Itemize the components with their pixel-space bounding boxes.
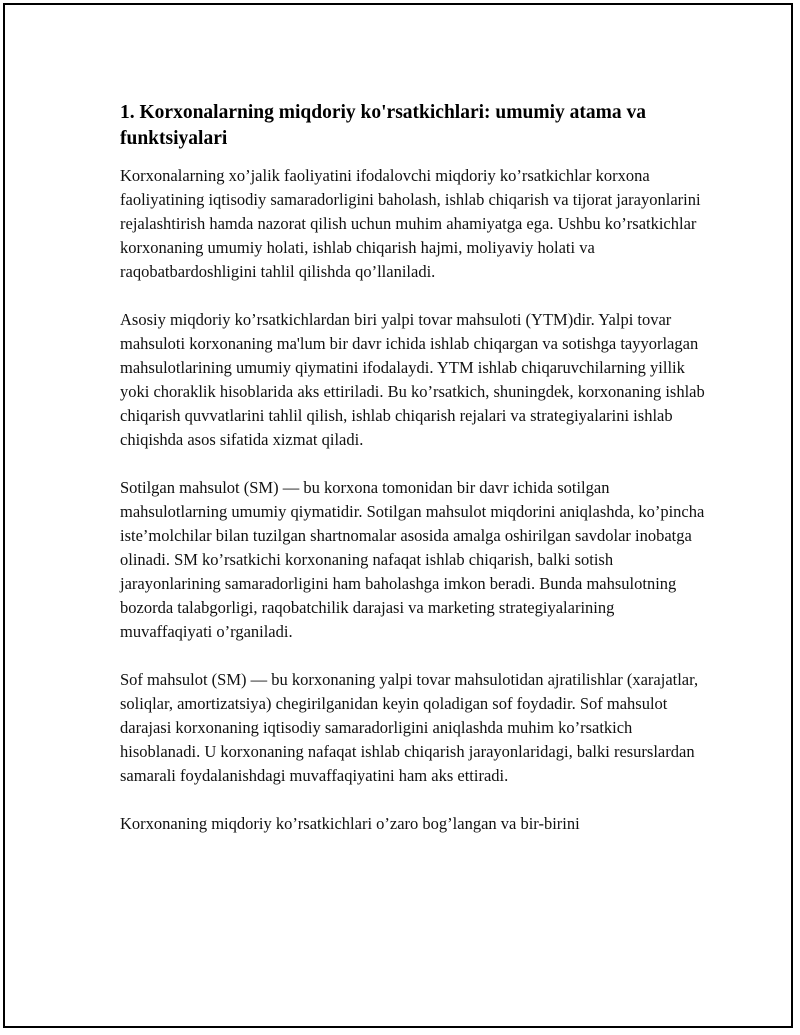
paragraph-conclusion: Korxonaning miqdoriy ko’rsatkichlari o’zaro bog’langan va bir-birini [120, 814, 580, 833]
paragraph-intro: Korxonalarning xo’jalik faoliyatini ifodalovchi miqdoriy ko’rsatkichlar korxona faoliyatining iqtisodiy samaradorligini baholash, ishlab chiqarish va tijorat jarayonlarini rejalashtirish hamda nazorat qilish uchun muhim ahamiyatga ega. Ushbu ko’rsatkichlar korxonaning umumiy holati, ishlab chiqarish hajmi, moliyaviy holati va raqobatbardoshligini tahlil qilishda qo’llaniladi. [120, 166, 701, 281]
document-page [3, 3, 793, 1028]
document-content [120, 100, 710, 860]
paragraph-sotilgan-mahsulot: Sotilgan mahsulot (SM) — bu korxona tomonidan bir davr ichida sotilgan mahsulotlarning umumiy qiymatidir. Sotilgan mahsulot miqdorini aniqlashda, ko’pincha iste’molchilar bilan tuzilgan shartnomalar asosida amalga oshirilgan savdolar inobatga olinadi. SM ko’rsatkichi korxonaning nafaqat ishlab chiqarish, balki sotish jarayonlarining samaradorligini ham baholashga imkon beradi. Bunda mahsulotning bozorda talabgorligi, raqobatchilik darajasi va marketing strategiyalarining muvaffaqiyati o’rganiladi. [120, 478, 705, 641]
paragraph-sof-mahsulot: Sof mahsulot (SM) — bu korxonaning yalpi tovar mahsulotidan ajratilishlar (xarajatlar, soliqlar, amortizatsiya) chegirilganidan keyin qoladigan sof foydadir. Sof mahsulot darajasi korxonaning iqtisodiy samaradorligini aniqlashda muhim ko’rsatkich hisoblanadi. U korxonaning nafaqat ishlab chiqarish jarayonlaridagi, balki resurslardan samarali foydalanishdagi muvaffaqiyatini ham aks ettiradi. [120, 670, 699, 785]
paragraph-ytm: Asosiy miqdoriy ko’rsatkichlardan biri yalpi tovar mahsuloti (YTM)dir. Yalpi tovar mahsuloti korxonaning ma'lum bir davr ichida ishlab chiqargan va sotishga tayyorlagan mahsulotlarining umumiy qiymatini ifodalaydi. YTM ishlab chiqaruvchilarning yillik yoki choraklik hisoblarida aks ettiriladi. Bu ko’rsatkich, shuningdek, korxonaning ishlab chiqarish quvvatlarini tahlil qilish, ishlab chiqarish rejalari va strategiyalarini ishlab chiqishda asos sifatida xizmat qiladi. [120, 310, 705, 449]
section-heading: 1. Korxonalarning miqdoriy ko'rsatkichlari: umumiy atama va funktsiyalari [120, 102, 646, 149]
